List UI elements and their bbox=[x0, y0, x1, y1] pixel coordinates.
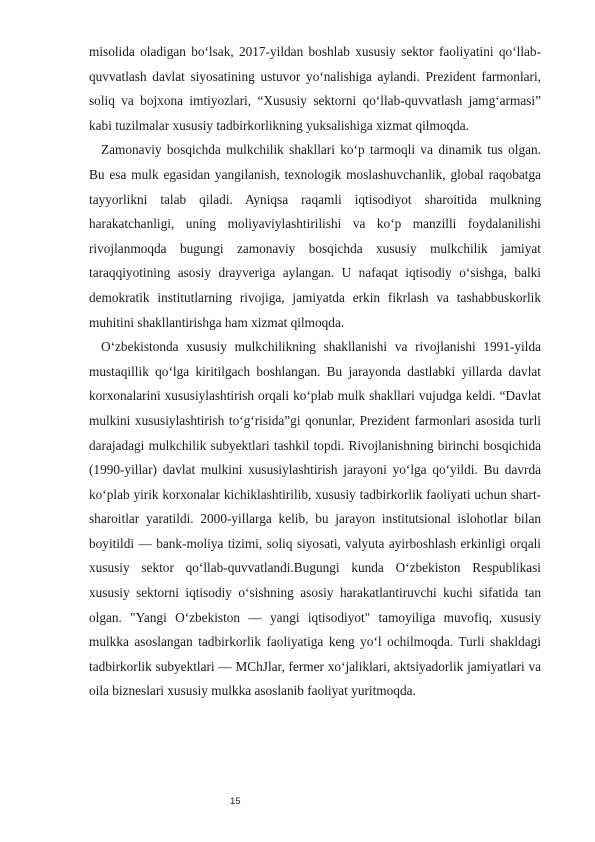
paragraph-modern-stage: Zamonaviy bosqichda mulkchilik shakllari ko‘p tarmoqli va dinamik tus olgan. Bu esa mulk egasidan yangilanish, texnologik moslashuvchanlik, global raqobatga tayyorlikni talab qiladi. Ayniqsa raqamli iqtisodiyot sharoitida mulkning harakatchanligi, uning moliyaviylashtirilishi va ko‘p manzilli foydalanilishi rivojlanmoqda bugungi zamonaviy bosqichda xususiy mulkchilik jamiyat taraqqiyotining asosiy drayveriga aylangan. U nafaqat iqtisodiy o‘sishga, balki demokratik institutlarning rivojiga, jamiyatda erkin fikrlash va tashabbuskorlik muhitini shakllantirishga ham xizmat qilmoqda. bbox=[89, 142, 541, 330]
document-body bbox=[89, 40, 541, 704]
paragraph-uzbekistan-history: O‘zbekistonda xususiy mulkchilikning shakllanishi va rivojlanishi 1991-yilda mustaqillik qo‘lga kiritilgach boshlangan. Bu jarayonda dastlabki yillarda davlat korxonalarini xususiylashtirish orqali ko‘plab mulk shakllari vujudga keldi. “Davlat mulkini xususiylashtirish to‘g‘risida”gi qonunlar, Prezident farmonlari asosida turli darajadagi mulkchilik subyektlari tashkil topdi. Rivojlanishning birinchi bosqichida (1990-yillar) davlat mulkini xususiylashtirish jarayoni yo‘lga qo‘yildi. Bu davrda ko‘plab yirik korxonalar kichiklashtirilib, xususiy tadbirkorlik faoliyati uchun shart-sharoitlar yaratildi. 2000-yillarga kelib, bu jarayon institutsional islohotlar bilan boyitildi — bank-moliya tizimi, soliq siyosati, valyuta ayirboshlash erkinligi orqali xususiy sektor qo‘llab-quvvatlandi.Bugungi kunda O‘zbekiston Respublikasi xususiy sektorni iqtisodiy o‘sishning asosiy harakatlantiruvchi kuchi sifatida tan olgan. "Yangi O‘zbekiston — yangi iqtisodiyot" tamoyiliga muvofiq, xususiy mulkka asoslangan tadbirkorlik faoliyatiga keng yo‘l ochilmoqda. Turli shakldagi tadbirkorlik subyektlari — MChJlar, fermer xo‘jaliklari, aktsiyadorlik jamiyatlari va oila bizneslari xususiy mulkka asoslanib faoliyat yuritmoqda. bbox=[89, 339, 541, 699]
page-number: 15 bbox=[230, 796, 241, 807]
paragraph-continuation: misolida oladigan bo‘lsak, 2017-yildan boshlab xususiy sektor faoliyatini qo‘llab-quvvatlash davlat siyosatining ustuvor yo‘nalishiga aylandi. Prezident farmonlari, soliq va bojxona imtiyozlari, “Xususiy sektorni qo‘llab-quvvatlash jamg‘armasi” kabi tuzilmalar xususiy tadbirkorlikning yuksalishiga xizmat qilmoqda. bbox=[89, 44, 541, 133]
